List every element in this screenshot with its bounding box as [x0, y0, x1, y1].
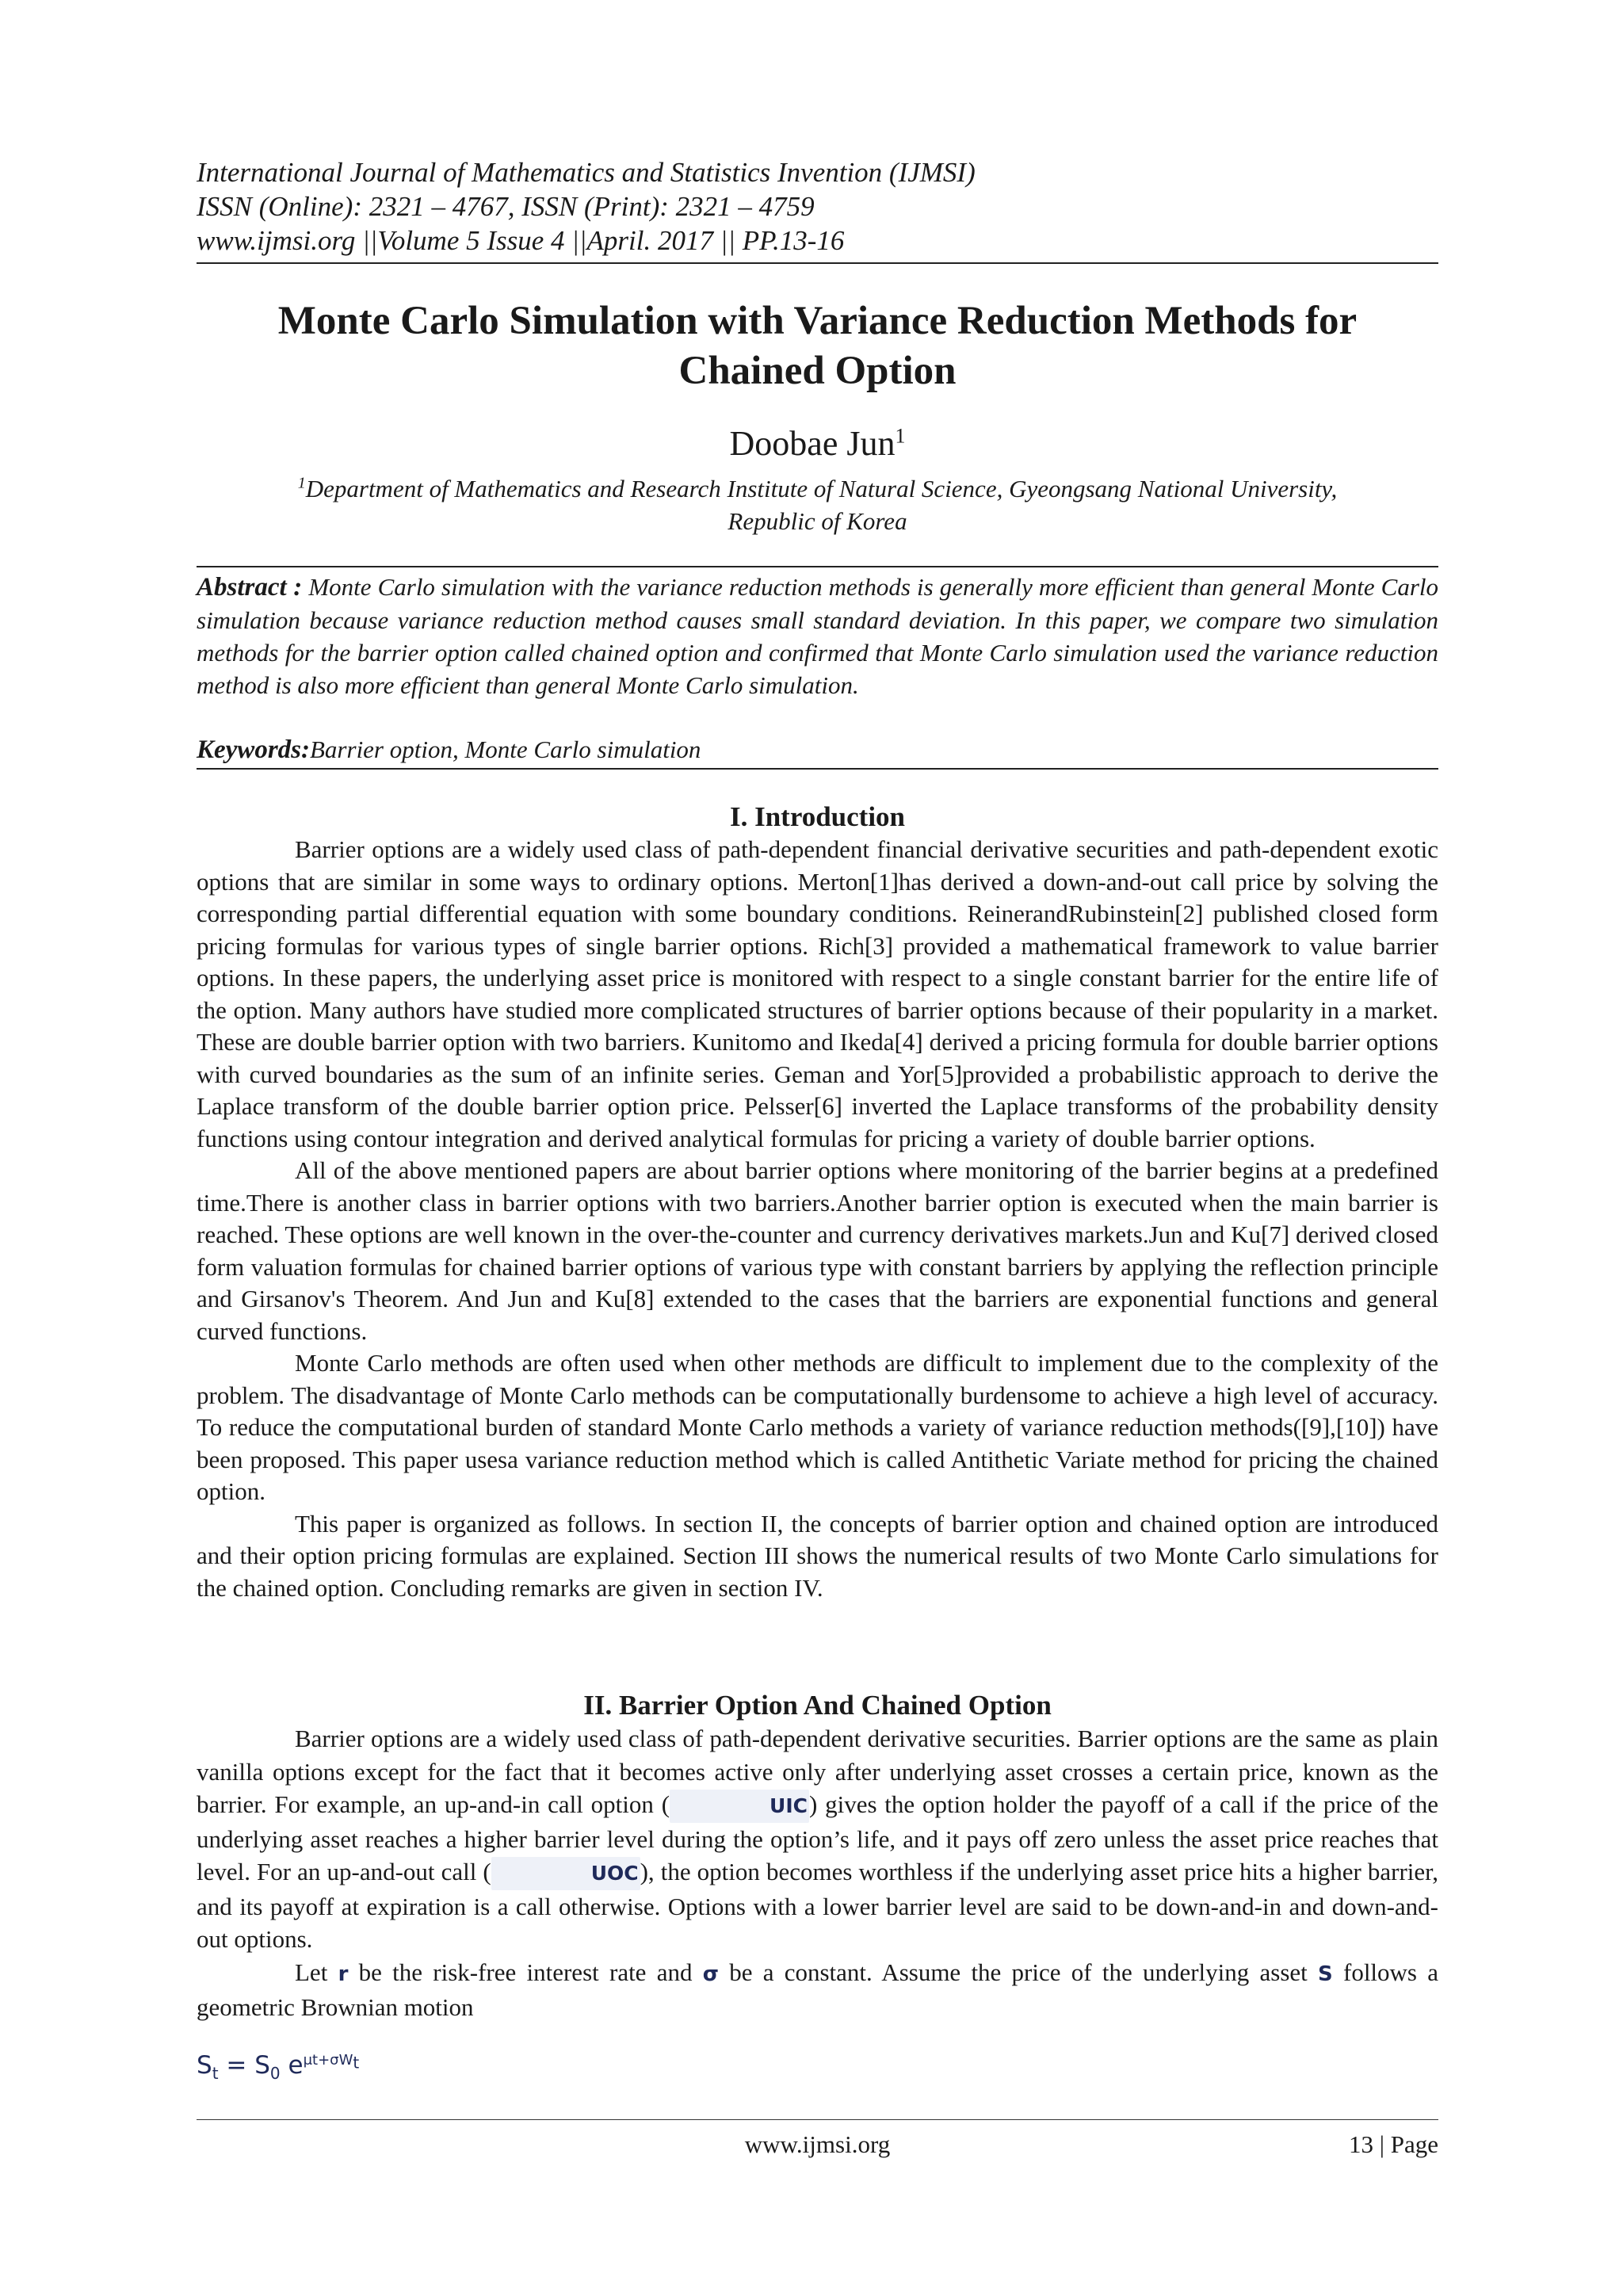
- paper-title: [197, 296, 1438, 396]
- footer-rule: [197, 2119, 1438, 2120]
- abstract-bottom-rule: [197, 768, 1438, 770]
- keywords: [197, 733, 1438, 766]
- abstract-label: Abstract :: [197, 573, 303, 602]
- author: [197, 423, 1438, 464]
- intro-paragraph-4: This paper is organized as follows. In section II, the concepts of barrier option and chained option are introduced and their option pricing formulas are explained. Section III shows the numerical results of two Monte Carlo simulations for the chained option. Concluding remarks are given in section IV.: [197, 1509, 1438, 1602]
- paper-page: [197, 0, 1438, 2296]
- gbm-equation: $S_t = S_0$ $e^{\mu t+\sigma W_t}$: [197, 2051, 360, 2084]
- journal-issn: ISSN (Online): 2321 – 4767, ISSN (Print): 2321 – 4759: [197, 191, 815, 222]
- s-symbol: S: [1318, 1962, 1333, 1986]
- intro-paragraph-1: Barrier options are a widely used class of path-dependent financial derivative securities and path-dependent exotic options that are similar in some ways to ordinary options. Merton[1]has derived a down-and-out call price by solving the corresponding partial differential equation with some boundary conditions. ReinerandRubinstein[2] published closed form pricing formulas for various types of single barrier options. Rich[3] provided a mathematical framework to value barrier options. In these papers, the underlying asset price is monitored with respect to a single constant barrier for the entire life of the option. Many authors have studied more complicated structures of barrier options because of their popularity in a market. These are double barrier option with two barriers. Kunitomo and Ikeda[4] derived a pricing formula for double barrier options with curved boundaries as the sum of an infinite series. Geman and Yor[5]provided a probabilistic approach to derive the Laplace transform of the double barrier option price. Pelsser[6] inverted the Laplace transforms of the probability density functions using contour integration and derived analytical formulas for pricing a variety of double barrier options.: [197, 835, 1438, 1152]
- barrier-paragraph-2: Let r be the risk-free interest rate and σ be a constant. Assume the price of the underlying asset S follows a geometric Brownian motion: [197, 1958, 1439, 2021]
- sigma-symbol: σ: [702, 1962, 719, 1986]
- affiliation-sup: 1: [297, 474, 306, 492]
- abstract-top-rule: [197, 566, 1438, 567]
- affiliation-line-2: Republic of Korea: [727, 507, 907, 535]
- section-introduction-body: [197, 834, 1438, 1604]
- journal-name: International Journal of Mathematics and Statistics Invention (IJMSI): [197, 157, 976, 188]
- affiliation-line-1: Department of Mathematics and Research Institute of Natural Science, Gyeongsang National University,: [305, 475, 1338, 502]
- section-barrier-body: [197, 1722, 1438, 2024]
- section-heading-introduction: I. Introduction: [729, 801, 906, 832]
- header-rule: [197, 262, 1438, 264]
- abstract: [197, 571, 1438, 701]
- affiliation: [197, 472, 1438, 537]
- author-name: Doobae Jun: [729, 424, 896, 463]
- footer-website: www.ijmsi.org: [744, 2130, 891, 2158]
- intro-paragraph-2: All of the above mentioned papers are about barrier options where monitoring of the barrier begins at a predefined time.There is another class in barrier options with two barriers.Another barrier option is executed when the main barrier is reached. These options are well known in the over-the-counter and currency derivatives markets.Jun and Ku[7] derived closed form valuation formulas for chained barrier options of various type with constant barriers by applying the reflection principle and Girsanov's Theorem. And Jun and Ku[8] extended to the cases that the barriers are exponential functions and general curved functions.: [197, 1156, 1438, 1345]
- title-line-1: Monte Carlo Simulation with Variance Reduction Methods for: [277, 299, 1358, 343]
- section-heading-barrier-option: II. Barrier Option And Chained Option: [583, 1690, 1052, 1721]
- barrier-paragraph-1: Barrier options are a widely used class of path-dependent derivative securities. Barrier options are the same as plain vanilla options except for the fact that it becomes active only after underlying asset crosses a certain price, known as the barrier. For example, an up-and-in call option ( UIC) gives the option holder the payoff of a call if the price of the underlying asset reaches a higher barrier level during the option’s life, and it pays off zero unless the asset price reaches that level. For an up-and-out call ( UOC), the option becomes worthless if the underlying asset price hits a higher barrier, and its payoff at expiration is a call otherwise. Options with a lower barrier level are said to be down-and-in and down-and-out options.: [197, 1725, 1438, 1953]
- journal-header: [197, 155, 1438, 258]
- abstract-text: Monte Carlo simulation with the variance reduction methods is generally more efficient than general Monte Carlo simulation because variance reduction method causes small standard deviation. In this paper, we compare two simulation methods for the barrier option called chained option and confirmed that Monte Carlo simulation used the variance reduction method is also more efficient than general Monte Carlo simulation.: [197, 573, 1439, 699]
- journal-volume: www.ijmsi.org ||Volume 5 Issue 4 ||April. 2017 || PP.13-16: [197, 225, 845, 256]
- author-sup: 1: [895, 424, 906, 448]
- r-symbol: r: [338, 1962, 349, 1986]
- footer-page-number: 13 | Page: [1349, 2130, 1438, 2158]
- title-line-2: Chained Option: [678, 349, 957, 393]
- keywords-text: Barrier option, Monte Carlo simulation: [310, 735, 701, 763]
- uic-symbol: UIC: [670, 1790, 809, 1823]
- intro-paragraph-3: Monte Carlo methods are often used when other methods are difficult to implement due to the complexity of the problem. The disadvantage of Monte Carlo methods can be computationally burdensome to achieve a high level of accuracy. To reduce the computational burden of standard Monte Carlo methods a variety of variance reduction methods([9],[10]) have been proposed. This paper usesa variance reduction method which is called Antithetic Variate method for pricing the chained option.: [197, 1349, 1438, 1505]
- keywords-label: Keywords:: [197, 735, 310, 764]
- uoc-symbol: UOC: [491, 1857, 640, 1890]
